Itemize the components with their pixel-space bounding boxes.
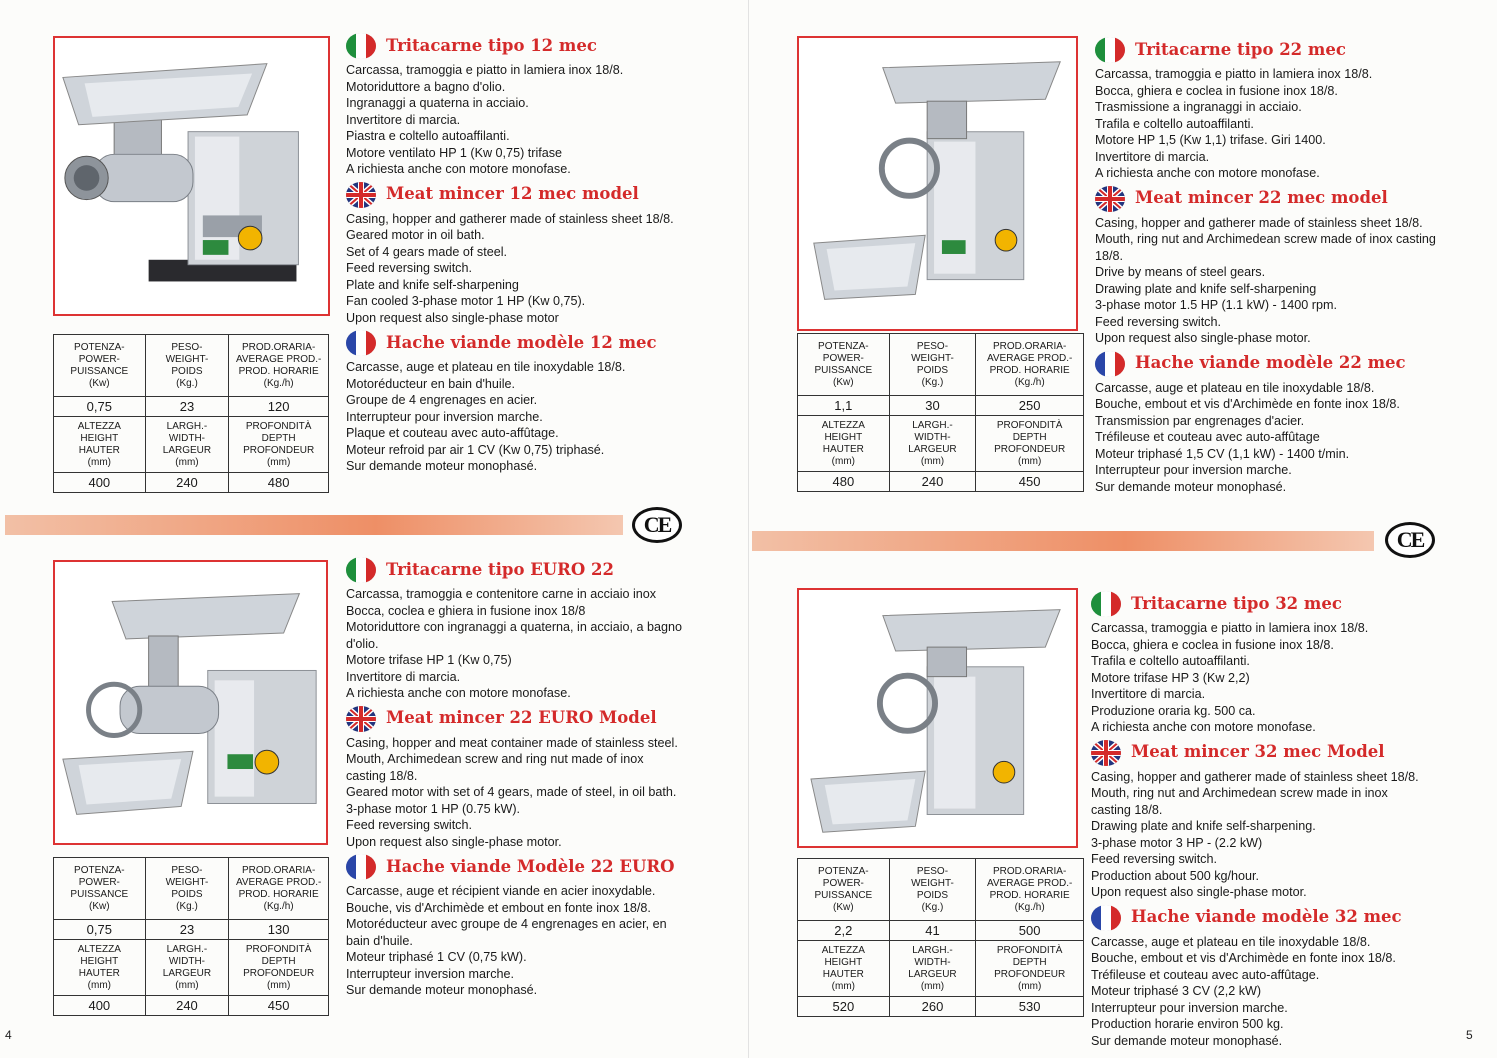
section-title-text: Meat mincer 32 mec Model (1131, 742, 1385, 762)
header-power: POTENZA- POWER- PUISSANCE (Kw) (798, 859, 890, 921)
value-weight: 41 (889, 921, 976, 941)
section-title (1095, 351, 1440, 377)
header-width: LARGH.- WIDTH- LARGEUR (mm) (145, 417, 229, 473)
description-line: Motoréducteur avec groupe de 4 engrenages en acier, en bain d'huile. (346, 917, 667, 948)
france-flag-icon (1091, 905, 1121, 931)
section-title-text: Hache viande modèle 32 mec (1131, 907, 1402, 927)
description-line: Motore trifase HP 3 (Kw 2,2) (1091, 670, 1250, 685)
section-fr (346, 330, 686, 475)
value-height: 400 (54, 473, 146, 493)
header-power: POTENZA- POWER- PUISSANCE (Kw) (54, 858, 146, 920)
description-line: Upon request also single-phase motor. (346, 834, 562, 849)
value-width: 240 (145, 996, 229, 1016)
header-prod: PROD.ORARIA- AVERAGE PROD.- PROD. HORARIE (Kg./h) (976, 334, 1084, 396)
description-line: Fan cooled 3-phase motor 1 HP (Kw 0,75). (346, 294, 586, 308)
meat-mincer-illustration (55, 562, 326, 843)
section-fr (1095, 351, 1440, 496)
description-line: Carcassa, tramoggia e piatto in lamiera inox 18/8. (346, 63, 624, 77)
italy-flag-icon (1095, 37, 1125, 63)
section-title (346, 33, 686, 59)
section-title-text: Hache viande Modèle 22 EURO (386, 856, 675, 876)
section-title-text: Meat mincer 22 mec model (1135, 188, 1388, 208)
section-title (1091, 740, 1429, 766)
value-height: 520 (798, 997, 890, 1017)
description-line: Production horarie environ 500 kg. (1091, 1017, 1284, 1031)
description-line: Bocca, ghiera e coclea in fusione inox 18/8. (1091, 637, 1334, 652)
description-line: Motore ventilato HP 1 (Kw 0,75) trifase (346, 145, 563, 160)
description-22mec (1095, 37, 1440, 499)
header-depth: PROFONDITÀ DEPTH PROFONDEUR (mm) (976, 941, 1084, 997)
description-line: Upon request also single-phase motor. (1091, 885, 1307, 899)
value-power: 1,1 (798, 396, 890, 416)
uk-flag-icon (1091, 740, 1121, 766)
section-title (346, 330, 686, 356)
description-line: Casing, hopper and gatherer made of stainless sheet 18/8. (1095, 215, 1423, 230)
value-height: 480 (798, 472, 890, 492)
description-line: Mouth, ring nut and Archimedean screw made of inox casting 18/8. (1095, 232, 1436, 263)
section-it (346, 33, 686, 178)
section-title (346, 706, 684, 732)
description-line: Moteur triphasé 3 CV (2,2 kW) (1091, 984, 1262, 998)
header-weight: PESO- WEIGHT- POIDS (Kg.) (145, 858, 229, 920)
description-line: Upon request also single-phase motor (346, 310, 559, 325)
description-line: Motoriduttore a bagno d'olio. (346, 79, 506, 94)
header-height: ALTEZZA HEIGHT HAUTER (mm) (798, 941, 890, 997)
value-depth: 450 (229, 996, 329, 1016)
header-height: ALTEZZA HEIGHT HAUTER (mm) (54, 417, 146, 473)
description-line: Groupe de 4 engrenages en acier. (346, 393, 538, 407)
description-euro22 (346, 557, 684, 1003)
page-number-right: 5 (1466, 1028, 1473, 1042)
italy-flag-icon (1091, 591, 1121, 617)
header-depth: PROFONDITÀ DEPTH PROFONDEUR (mm) (976, 416, 1084, 472)
meat-mincer-illustration (55, 38, 328, 314)
value-height: 400 (54, 996, 146, 1016)
section-title-text: Tritacarne tipo 32 mec (1131, 593, 1342, 613)
section-title-text: Tritacarne tipo 12 mec (386, 35, 597, 55)
header-width: LARGH.- WIDTH- LARGEUR (mm) (889, 941, 976, 997)
section-title-text: Hache viande modèle 12 mec (386, 332, 657, 352)
description-line: Drive by means of steel gears. (1095, 265, 1266, 279)
description-line: Invertitore di marcia. (1095, 149, 1210, 164)
description-line: Drawing plate and knife self-sharpening. (1091, 819, 1316, 833)
section-it (1095, 37, 1440, 182)
section-title (346, 854, 684, 880)
header-height: ALTEZZA HEIGHT HAUTER (mm) (798, 416, 890, 472)
section-it (1091, 591, 1429, 736)
product-photo-22mec (797, 36, 1078, 331)
france-flag-icon (346, 330, 376, 356)
header-weight: PESO- WEIGHT- POIDS (Kg.) (889, 334, 976, 396)
section-en (346, 706, 684, 851)
ce-mark-right: CE (1385, 522, 1435, 558)
description-line: Casing, hopper and meat container made of stainless steel. (346, 735, 678, 750)
header-power: POTENZA- POWER- PUISSANCE (Kw) (798, 334, 890, 396)
product-photo-12mec (53, 36, 330, 316)
description-line: Invertitore di marcia. (346, 112, 461, 127)
description-line: Transmission par engrenages d'acier. (1095, 413, 1305, 428)
description-line: A richiesta anche con motore monofase. (346, 162, 571, 176)
description-line: Carcasse, auge et plateau en tile inoxydable 18/8. (346, 360, 626, 374)
section-it (346, 557, 684, 702)
description-line: Ingranaggi a quaterna in acciaio. (346, 96, 529, 110)
description-line: Sur demande moteur monophasé. (1091, 1033, 1283, 1048)
description-line: 3-phase motor 1.5 HP (1.1 kW) - 1400 rpm. (1095, 298, 1337, 312)
header-prod: PROD.ORARIA- AVERAGE PROD.- PROD. HORARIE (Kg./h) (229, 858, 329, 920)
description-line: Bouche, embout et vis d'Archimède en fonte inox 18/8. (1091, 951, 1396, 965)
italy-flag-icon (346, 557, 376, 583)
header-power: POTENZA- POWER- PUISSANCE (Kw) (54, 335, 146, 397)
value-weight: 23 (145, 397, 229, 417)
section-title-text: Hache viande modèle 22 mec (1135, 353, 1406, 373)
header-width: LARGH.- WIDTH- LARGEUR (mm) (889, 416, 976, 472)
header-width: LARGH.- WIDTH- LARGEUR (mm) (145, 940, 229, 996)
description-line: Plaque et couteau avec auto-affûtage. (346, 426, 559, 440)
uk-flag-icon (346, 706, 376, 732)
description-line: Trafila e coltello autoaffilanti. (1095, 116, 1254, 131)
value-width: 240 (145, 473, 229, 493)
value-power: 0,75 (54, 920, 146, 940)
value-prod: 250 (976, 396, 1084, 416)
description-line: Carcassa, tramoggia e piatto in lamiera inox 18/8. (1091, 621, 1369, 635)
value-weight: 30 (889, 396, 976, 416)
description-line: Feed reversing switch. (1091, 852, 1217, 866)
section-en (1091, 740, 1429, 901)
value-depth: 450 (976, 472, 1084, 492)
product-photo-euro22 (53, 560, 328, 845)
section-title (1095, 186, 1440, 212)
description-line: Feed reversing switch. (346, 818, 472, 832)
description-line: Carcasse, auge et plateau en tile inoxydable 18/8. (1091, 934, 1371, 949)
description-line: Casing, hopper and gatherer made of stainless sheet 18/8. (346, 211, 674, 226)
description-line: Mouth, Archimedean screw and ring nut made of inox casting 18/8. (346, 752, 644, 783)
description-line: Trafila e coltello autoaffilanti. (1091, 654, 1250, 668)
description-line: Piastra e coltello autoaffilanti. (346, 129, 510, 143)
product-photo-32mec (797, 588, 1078, 848)
description-line: Invertitore di marcia. (346, 669, 461, 684)
section-fr (346, 854, 684, 999)
description-line: Interrupteur pour inversion marche. (1091, 1000, 1288, 1015)
section-title-text: Tritacarne tipo EURO 22 (386, 559, 614, 579)
header-depth: PROFONDITÀ DEPTH PROFONDEUR (mm) (229, 417, 329, 473)
description-line: Upon request also single-phase motor. (1095, 331, 1311, 345)
header-weight: PESO- WEIGHT- POIDS (Kg.) (889, 859, 976, 921)
section-title-text: Meat mincer 22 EURO Model (386, 708, 657, 728)
section-title (1091, 905, 1429, 931)
value-width: 260 (889, 997, 976, 1017)
description-line: Sur demande moteur monophasé. (1095, 479, 1287, 494)
description-line: A richiesta anche con motore monofase. (346, 686, 571, 700)
value-weight: 23 (145, 920, 229, 940)
section-en (346, 182, 686, 327)
section-fr (1091, 905, 1429, 1050)
description-line: Motoriduttore con ingranaggi a quaterna, in acciaio, a bagno d'olio. (346, 620, 683, 651)
spec-table-12mec (53, 334, 329, 493)
description-line: A richiesta anche con motore monofase. (1091, 720, 1316, 734)
value-prod: 120 (229, 397, 329, 417)
description-12mec (346, 33, 686, 479)
uk-flag-icon (1095, 186, 1125, 212)
description-line: Interrupteur pour inversion marche. (1095, 463, 1292, 477)
description-line: 3-phase motor 3 HP - (2.2 kW) (1091, 835, 1263, 850)
description-line: Bocca, ghiera e coclea in fusione inox 18/8. (1095, 83, 1338, 98)
description-line: Carcasse, auge et plateau en tile inoxydable 18/8. (1095, 380, 1375, 395)
description-line: Motoréducteur en bain d'huile. (346, 376, 516, 391)
description-line: 3-phase motor 1 HP (0.75 kW). (346, 801, 521, 816)
description-line: Tréfileuse et couteau avec auto-affûtage. (1091, 967, 1320, 982)
value-power: 2,2 (798, 921, 890, 941)
description-32mec (1091, 591, 1429, 1053)
section-title (346, 182, 686, 208)
value-prod: 500 (976, 921, 1084, 941)
header-prod: PROD.ORARIA- AVERAGE PROD.- PROD. HORARIE (Kg./h) (229, 335, 329, 397)
section-title-text: Tritacarne tipo 22 mec (1135, 39, 1346, 59)
header-height: ALTEZZA HEIGHT HAUTER (mm) (54, 940, 146, 996)
description-line: Invertitore di marcia. (1091, 687, 1206, 701)
section-title (1091, 591, 1429, 617)
page-fold (748, 0, 749, 1058)
description-line: Interrupteur pour inversion marche. (346, 409, 543, 424)
value-depth: 480 (229, 473, 329, 493)
description-line: Motore HP 1,5 (Kw 1,1) trifase. Giri 1400. (1095, 133, 1326, 147)
value-width: 240 (889, 472, 976, 492)
spec-table-22mec (797, 333, 1084, 492)
header-prod: PROD.ORARIA- AVERAGE PROD.- PROD. HORARIE (Kg./h) (976, 859, 1084, 921)
description-line: Bouche, embout et vis d'Archimède en fonte inox 18/8. (1095, 397, 1400, 411)
description-line: Tréfileuse et couteau avec auto-affûtage (1095, 430, 1320, 444)
description-line: Feed reversing switch. (346, 261, 472, 275)
france-flag-icon (346, 854, 376, 880)
description-line: A richiesta anche con motore monofase. (1095, 166, 1320, 180)
section-title (346, 557, 684, 583)
description-line: Produzione oraria kg. 500 ca. (1091, 703, 1256, 718)
ce-mark-left: CE (632, 507, 682, 543)
description-line: Carcassa, tramoggia e contenitore carne in acciaio inox (346, 587, 657, 601)
italy-flag-icon (346, 33, 376, 59)
description-line: Carcasse, auge et récipient viande en acier inoxydable. (346, 884, 656, 898)
france-flag-icon (1095, 351, 1125, 377)
uk-flag-icon (346, 182, 376, 208)
description-line: Feed reversing switch. (1095, 314, 1221, 329)
description-line: Motore trifase HP 1 (Kw 0,75) (346, 653, 512, 667)
section-en (1095, 186, 1440, 347)
divider-band-left (5, 515, 623, 535)
description-line: Production about 500 kg/hour. (1091, 868, 1260, 883)
divider-band-right (752, 531, 1374, 551)
value-power: 0,75 (54, 397, 146, 417)
description-line: Sur demande moteur monophasé. (346, 459, 538, 473)
description-line: Moteur triphasé 1,5 CV (1,1 kW) - 1400 t/min. (1095, 446, 1350, 461)
description-line: Bocca, coclea e ghiera in fusione inox 18/8 (346, 603, 586, 618)
description-line: Sur demande moteur monophasé. (346, 983, 538, 997)
description-line: Plate and knife self-sharpening (346, 277, 519, 292)
description-line: Mouth, ring nut and Archimedean screw made in inox casting 18/8. (1091, 786, 1388, 817)
description-line: Trasmissione a ingranaggi in acciaio. (1095, 100, 1302, 114)
description-line: Casing, hopper and gatherer made of stainless sheet 18/8. (1091, 769, 1419, 784)
spec-table-euro22 (53, 857, 329, 1016)
value-depth: 530 (976, 997, 1084, 1017)
header-depth: PROFONDITÀ DEPTH PROFONDEUR (mm) (229, 940, 329, 996)
description-line: Bouche, vis d'Archimède et embout en fonte inox 18/8. (346, 900, 651, 915)
description-line: Carcassa, tramoggia e piatto in lamiera inox 18/8. (1095, 67, 1373, 81)
description-line: Interrupteur inversion marche. (346, 966, 514, 981)
meat-mincer-illustration (799, 590, 1076, 846)
description-line: Drawing plate and knife self-sharpening (1095, 281, 1317, 296)
description-line: Geared motor with set of 4 gears, made of steel, in oil bath. (346, 785, 677, 799)
value-prod: 130 (229, 920, 329, 940)
description-line: Moteur refroid par air 1 CV (Kw 0,75) triphasé. (346, 442, 605, 457)
spec-table-32mec (797, 858, 1084, 1017)
section-title-text: Meat mincer 12 mec model (386, 184, 639, 204)
page-number-left: 4 (5, 1028, 12, 1042)
description-line: Set of 4 gears made of steel. (346, 244, 508, 259)
description-line: Moteur triphasé 1 CV (0,75 kW). (346, 950, 527, 964)
description-line: Geared motor in oil bath. (346, 228, 485, 242)
meat-mincer-illustration (799, 38, 1076, 329)
section-title (1095, 37, 1440, 63)
header-weight: PESO- WEIGHT- POIDS (Kg.) (145, 335, 229, 397)
